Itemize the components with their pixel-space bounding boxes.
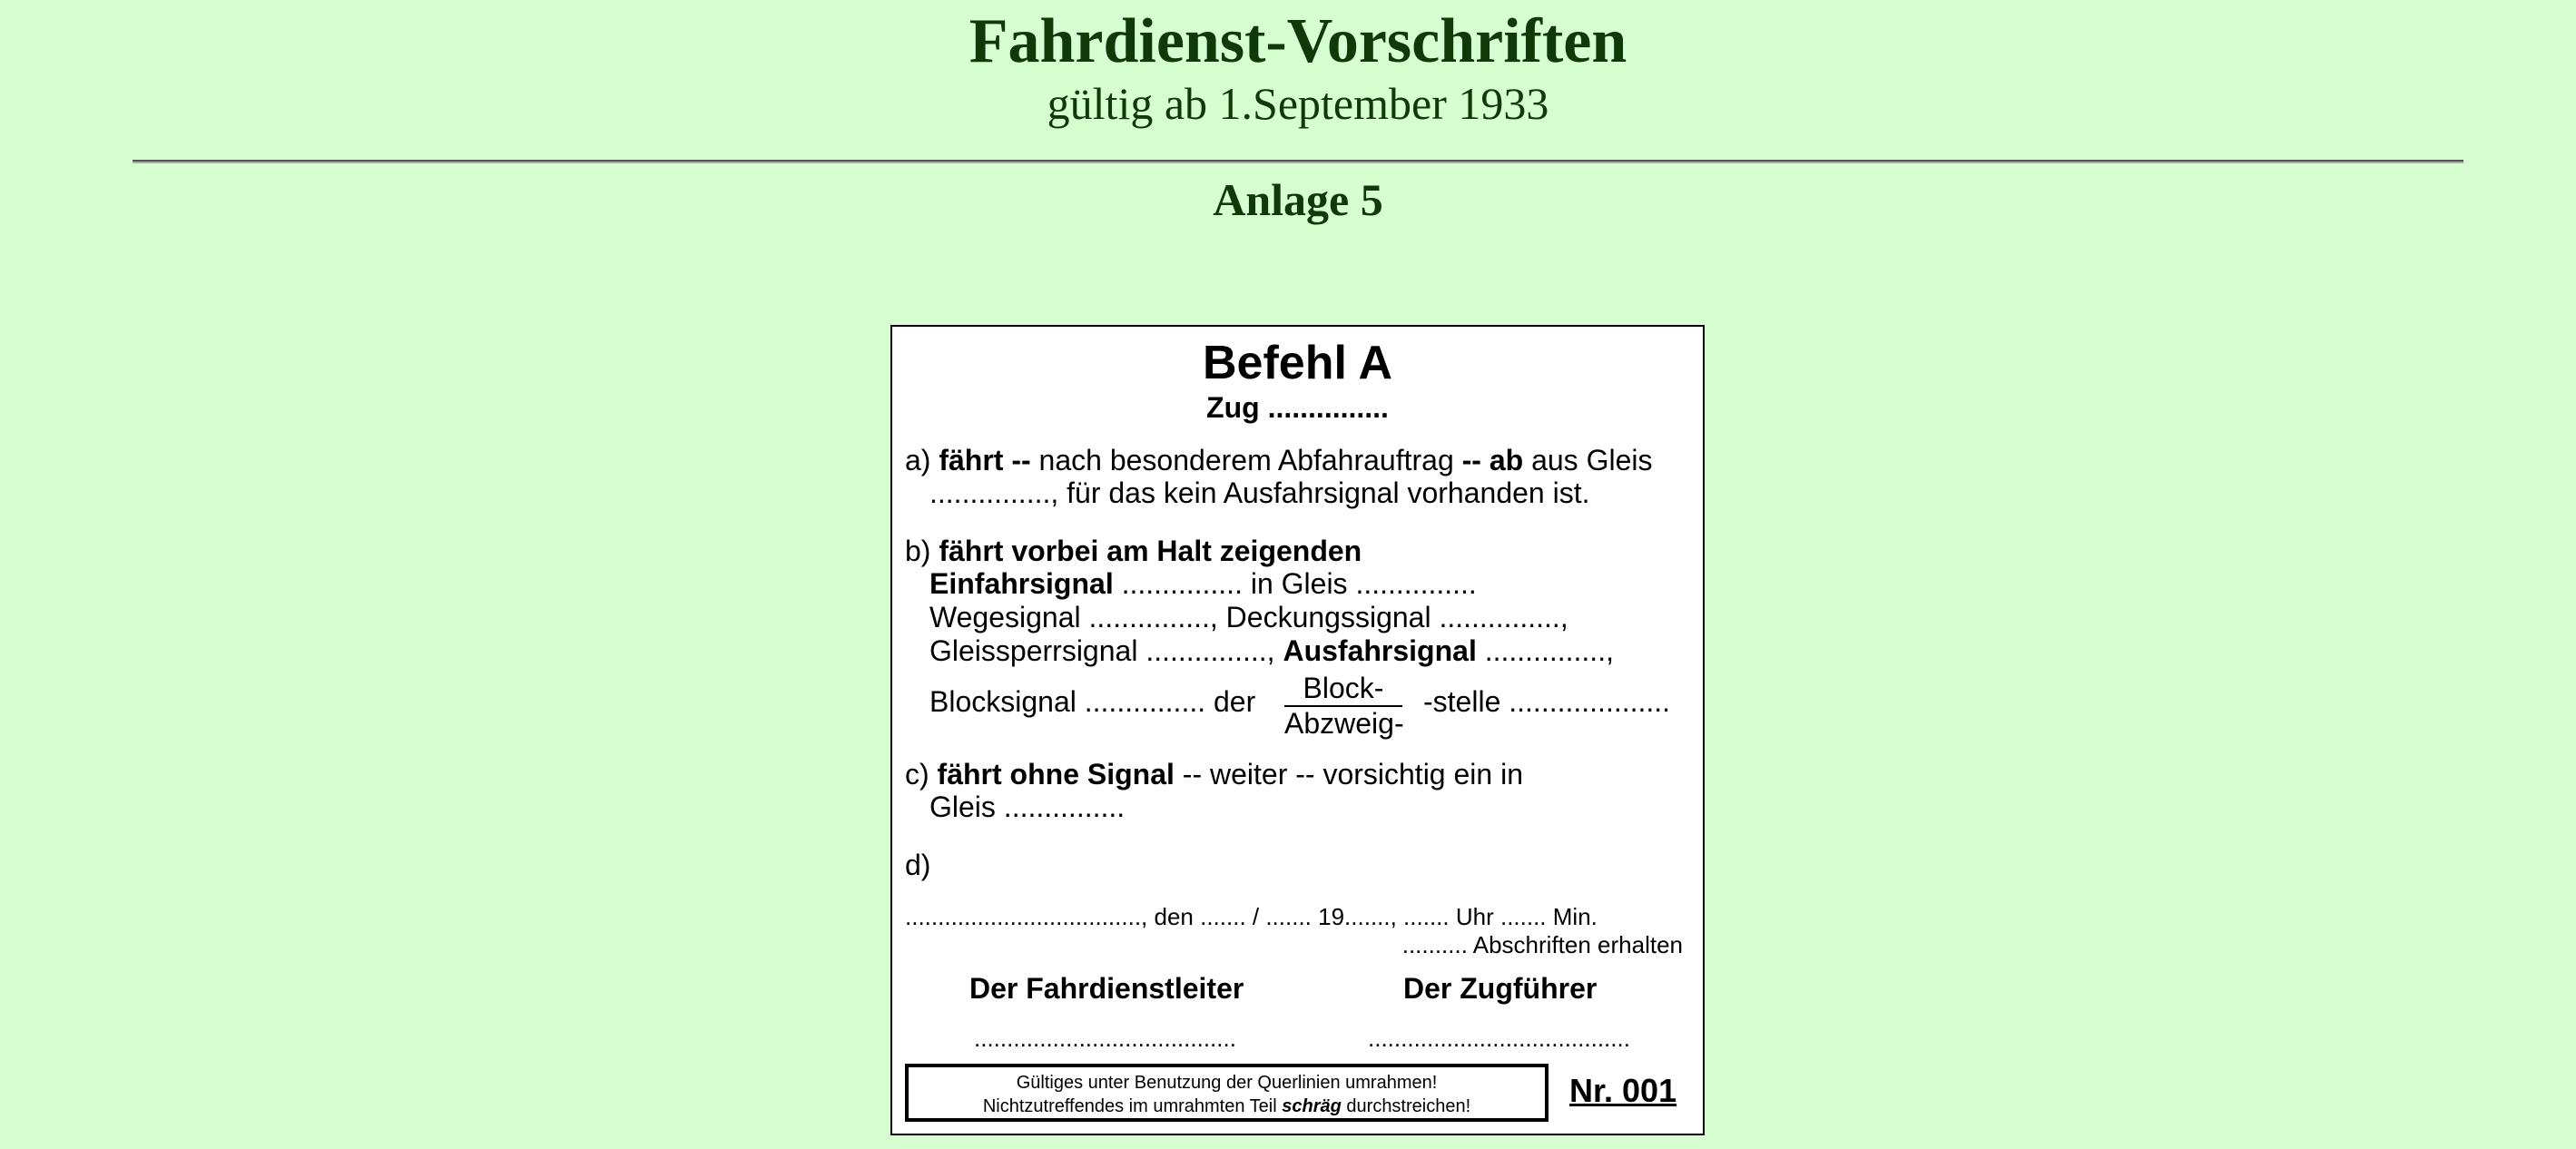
horizontal-rule [133,160,2463,163]
section-a-label: a) [905,444,931,476]
section-b-line-1 [905,535,1362,567]
section-a-line-2: ..............., für das kein Ausfahrsignal vorhanden ist. [929,476,1590,509]
section-c-line-2: Gleis ............... [929,791,1126,823]
appendix-heading: Anlage 5 [1213,174,1383,225]
block-junction-fraction [1284,672,1402,741]
form-number: Nr. 001 [1569,1072,1677,1109]
section-b-line-2 [929,568,1477,600]
section-a-bold-2: -- ab [1461,444,1524,476]
section-a-bold-1: fährt -- [939,444,1031,476]
fraction-bottom: Abzweig- [1284,706,1404,740]
section-b-line-5-start: Blocksignal ............... der [929,685,1256,718]
entry-signal-label: Einfahrsignal [929,567,1114,600]
section-b-line-4-end: ..............., [1484,634,1614,667]
section-b-line-4 [929,635,1614,667]
section-a-text-2: aus Gleis [1531,444,1653,476]
instruction-line-2 [909,1095,1545,1118]
date-line: ...................................., den ....... / ....... 19......., ....... Uhr ....... Min. [905,903,1598,930]
copies-received: .......... Abschriften erhalten [1401,931,1683,958]
signature-line-conductor: ........................................ [1368,1025,1630,1052]
section-b-line-4-text: Gleissperrsignal ..............., [929,634,1275,667]
exit-signal-label: Ausfahrsignal [1283,634,1477,667]
section-c-bold-1: fährt ohne Signal [937,758,1175,791]
section-b-text-2: ............... in Gleis ............... [1121,567,1477,600]
instruction-line-2-end: durchstreichen! [1346,1096,1471,1116]
section-c-label: c) [905,758,929,791]
section-b-line-3: Wegesignal ..............., Deckungssignal ..............., [929,601,1568,633]
instruction-line-1: Gültiges unter Benutzung der Querlinien umrahmen! [1016,1073,1438,1093]
page-title: Fahrdienst-Vorschriften [968,6,1627,76]
section-a-line-1 [905,445,1652,476]
section-b-line-5-end: -stelle .................... [1423,685,1671,718]
instruction-box [905,1064,1549,1122]
signer-conductor: Der Zugführer [1403,972,1598,1005]
page-subtitle: gültig ab 1.September 1933 [1047,78,1549,129]
signer-dispatcher: Der Fahrdienstleiter [969,972,1244,1005]
instruction-line-2-start: Nichtzutreffendes im umrahmten Teil [982,1096,1277,1116]
fraction-top: Block- [1284,672,1402,707]
instruction-emphasis: schräg [1282,1096,1342,1116]
section-c-text-1: -- weiter -- vorsichtig ein in [1182,758,1523,791]
section-b-label: b) [905,535,931,567]
order-form [890,325,1705,1135]
form-title: Befehl A [1203,337,1392,389]
signature-line-dispatcher: ........................................ [974,1025,1236,1052]
section-c-line-1 [905,759,1523,791]
section-a-text-1: nach besonderem Abfahrauftrag [1038,444,1454,476]
section-b-bold-1: fährt vorbei am Halt zeigenden [939,535,1362,567]
section-d-label: d) [905,849,931,881]
train-number-line: Zug ............... [1206,391,1389,424]
